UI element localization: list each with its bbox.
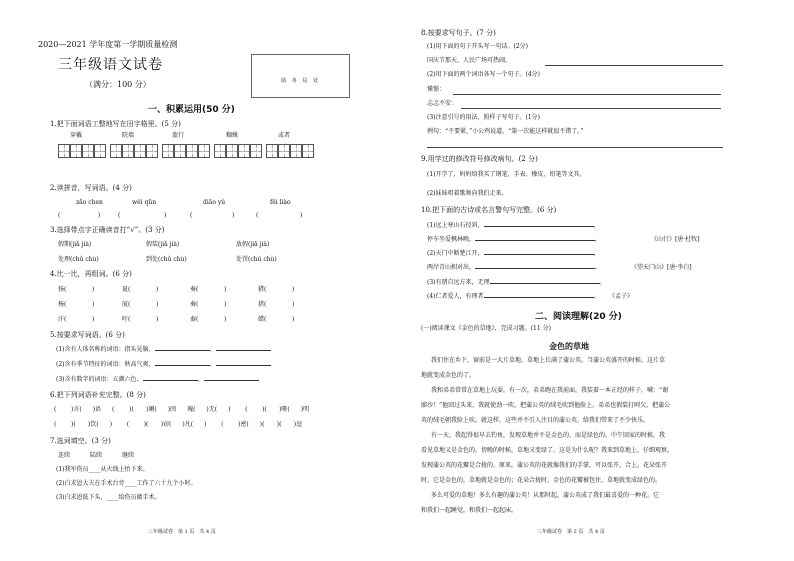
tianzige-box[interactable] — [162, 144, 174, 158]
q4-close-paren[interactable]: ) — [224, 316, 227, 323]
q1-word-4: 蜘蛛 — [226, 132, 239, 139]
tianzige-box[interactable] — [110, 144, 122, 158]
q5-blank-1a[interactable] — [155, 350, 210, 351]
reading-line: 地就变成金色的了。 — [421, 372, 476, 379]
q3-r2-3[interactable]: 处罚(chǔ chù) — [236, 256, 277, 263]
q6-token: ( — [112, 406, 115, 413]
reading-line: 我和弟弟常常在草地上玩耍。有一次，弟弟跑在我前面，我装着一本正经的样子，喊：“谢 — [431, 387, 669, 394]
q3-r1-1[interactable]: 假期(jiǎ jià) — [58, 241, 92, 248]
tianzige-box[interactable] — [226, 144, 238, 158]
q8-s1-answer-line[interactable] — [545, 65, 723, 66]
q6-token: ( — [54, 421, 57, 428]
q4-close-paren[interactable]: ) — [292, 301, 295, 308]
q8-s1: (1)用下面的句子开头写一句话。(2分) — [427, 43, 528, 50]
q10-source-3: 《孟子》 — [609, 293, 634, 300]
q4-char: 扬( — [58, 286, 67, 293]
reading-line: 看见草地又是金色的。傍晚的时候，草地又变绿了。这是为什么呢？我来到草地上，仔细观察， — [421, 447, 674, 454]
q10-source-1: 《山行》[唐·杜牧] — [651, 236, 700, 243]
q6-token: )明 — [300, 406, 310, 413]
q2-paren-7: ( — [256, 212, 259, 219]
q6-text: 6.把下列词语补充完整。(8 分) — [50, 391, 146, 399]
q10-item-5-text: (3)有朋自远方来，无理 — [427, 279, 490, 286]
q4-close-paren[interactable]: ) — [224, 286, 227, 293]
tianzige-box[interactable] — [302, 144, 314, 158]
tianzige-box[interactable] — [146, 144, 158, 158]
q1-word-5: 或者 — [278, 132, 291, 139]
q5-item-1-text: (1)含有人体名称的词语：指头晃脑、 — [56, 346, 155, 353]
q6-token: )闰 — [167, 406, 177, 413]
q4-char: 厦( — [122, 301, 131, 308]
q5-item-1: (1)含有人体名称的词语：指头晃脑、 、 — [56, 346, 271, 354]
q6-token: )逗 — [293, 421, 303, 428]
q10-item-2-text: 停车坐爱枫林晚， — [427, 236, 476, 243]
q5-item-3: (3)含有数字的词语：五颜六色、 、 — [56, 376, 259, 384]
q4-close-paren[interactable]: ) — [292, 316, 295, 323]
reading-line: 多么可爱的草地！多么有趣的蒲公英！从那时起，蒲公英成了我们最喜爱的一种花。它 — [431, 492, 660, 499]
q4-char: 夏( — [122, 286, 131, 293]
q10-blank-3[interactable] — [484, 254, 594, 255]
q10-item-6-text: (4)仁者爱人，有理者 — [427, 293, 484, 300]
q4-char: 汗( — [58, 316, 67, 323]
q4-close-paren[interactable]: ) — [224, 301, 227, 308]
q2-text: 2.读拼音，写词语。(4 分) — [50, 184, 132, 192]
tianzige-box[interactable] — [174, 144, 186, 158]
reading-title: 金色的草地 — [549, 341, 589, 351]
q4-char: 吁( — [122, 316, 131, 323]
q3-r2-1[interactable]: 处理(chǔ chù) — [58, 256, 99, 263]
q4-char: 措( — [258, 301, 267, 308]
q6-token: )阑( — [146, 406, 157, 413]
q4-char: 猎( — [258, 286, 267, 293]
q9-item-1[interactable]: (1)开学了，妈妈给我买了钢笔、手表、橡皮、铅笔等文具。 — [427, 171, 586, 178]
q6-token: 瑰( — [187, 406, 196, 413]
q6-row-2 — [54, 421, 313, 429]
tianzige-box[interactable] — [198, 144, 210, 158]
q6-token: )( — [259, 421, 265, 428]
tianzige-box[interactable] — [278, 144, 290, 158]
right-footer: 三年级试卷 第 2 页 共 4 页 — [537, 529, 605, 535]
q6-token: )( — [143, 421, 149, 428]
q7-item-2: (2)白求恩大夫在手术台旁____工作了六十九个小时。 — [56, 480, 197, 487]
reading-line: 我们住在乡下，窗前是一大片草地。草地上长满了蒲公英。当蒲公英盛开的时候，这片草 — [431, 357, 666, 364]
q8-s3: (3)注意引号的用法，照样子写句子。(1分) — [427, 114, 540, 121]
q8-s2-answer-line-2[interactable] — [461, 108, 721, 109]
q4-close-paren[interactable]: ) — [156, 316, 159, 323]
q6-token: )饮( — [88, 421, 99, 428]
q9-item-2[interactable]: (2)妹妹唱着歌舞向我们走来。 — [427, 190, 508, 197]
q10-blank-5[interactable] — [490, 283, 600, 284]
q10-item-1-text: (1)远上寒山石径斜， — [427, 222, 484, 229]
q8-s2-word-1: 懂憬： — [427, 86, 446, 93]
q4-close-paren[interactable]: ) — [92, 301, 95, 308]
section2-title: 二、阅读理解(20 分) — [535, 312, 622, 322]
q5-text: 5.按要求写词语。(6 分) — [50, 331, 125, 339]
q2-paren-1: ( — [58, 212, 61, 219]
q6-token: ( — [54, 406, 57, 413]
q2-paren-2: ) — [98, 212, 101, 219]
exam-title: 三年级语文试卷 — [58, 57, 163, 73]
q4-char: 奏( — [190, 286, 199, 293]
exam-year: 2020—2021 学年度第一学期质量检测 — [38, 40, 178, 49]
reading-line: 发现蒲公英的花瓣是合拢的。原来，蒲公英的花就像我们的手掌，可以张开，合上。花朵张开 — [421, 462, 668, 469]
q2-paren-5: ( — [190, 212, 193, 219]
tianzige-box[interactable] — [290, 144, 302, 158]
tianzige-box[interactable] — [70, 144, 82, 158]
tianzige-box[interactable] — [238, 144, 250, 158]
q1-word-2: 院墙 — [122, 132, 135, 139]
q8-s3-example: 例句：“不要紧，”小公鸡说道，“第一次能这样就很不错了。” — [427, 128, 584, 135]
q10-item-3-text: (2)天门中断楚江开， — [427, 250, 484, 257]
q4-close-paren[interactable]: ) — [92, 286, 95, 293]
q5-blank-3a[interactable] — [143, 380, 198, 381]
q2-paren-8: ) — [300, 212, 303, 219]
q4-char: 秦( — [190, 316, 199, 323]
tianzige-box[interactable] — [58, 144, 70, 158]
tianzige-box[interactable] — [214, 144, 226, 158]
score-box-label: 励 务 局 处 — [281, 78, 320, 84]
q4-char: 蜡( — [258, 316, 267, 323]
q6-token: )( — [276, 421, 282, 428]
q1-text: 1.把下面词语工整地写在田字格里。(5 分) — [50, 120, 181, 128]
q6-token: )( — [129, 406, 134, 413]
q6-token: )凡( — [182, 421, 194, 428]
q5-blank-2a[interactable] — [155, 365, 210, 366]
q3-text: 3.选择带点字正确读音打“√”。(3 分) — [50, 226, 165, 234]
q3-r1-3[interactable]: 放假(jiǎ jià) — [236, 241, 270, 248]
q5-item-2: (2)含有季节特征的词语：秋高气爽、 、 — [56, 361, 271, 369]
q6-token: ( — [245, 406, 248, 413]
q7-item-3: (3)白求恩低下头，____给伤员做手术。 — [56, 494, 161, 501]
q7-option-2: 陆续 — [90, 452, 103, 459]
q5-blank-1b[interactable] — [216, 350, 271, 351]
q7-option-1: 连续 — [58, 452, 71, 459]
q8-s3-answer-line[interactable] — [427, 147, 723, 148]
q10-text: 10.把下面的古诗或名言警句写完整。(6 分) — [421, 206, 557, 214]
q10-blank-4[interactable] — [475, 268, 595, 269]
reading-line: 和我们一起睡觉，和我们一起起床。 — [421, 507, 518, 514]
q4-char: 奏( — [190, 301, 199, 308]
q9-text: 9.用学过的修改符号修改病句。(2 分) — [421, 155, 538, 163]
q10-item-1: (1)远上寒山石径斜， ， — [427, 222, 600, 229]
q1-word-3: 旅行 — [172, 132, 185, 139]
q8-s2-answer-line-1[interactable] — [453, 94, 721, 95]
q8-s1-line: 国庆节那天，人民广场可热闹， — [427, 57, 512, 64]
left-footer: 三年级试卷 第 1 页 共 4 页 — [148, 529, 216, 535]
q7-text: 7.选词填空。(3 分) — [50, 437, 111, 445]
q6-row-1 — [54, 406, 320, 414]
q10-blank-1[interactable] — [484, 226, 594, 227]
q6-token: )密( — [238, 421, 249, 428]
tianzige-box[interactable] — [134, 144, 146, 158]
tianzige-box[interactable] — [250, 144, 262, 158]
q6-token: )无( — [206, 406, 218, 413]
q8-text: 8.按要求写句子。(7 分) — [421, 29, 496, 37]
q5-item-3-text: (3)含有数字的词语：五颜六色、 — [56, 376, 143, 383]
q10-item-3: (2)天门中断楚江开， ， — [427, 250, 600, 257]
q6-token: )窃( — [160, 421, 172, 428]
q3-r2-2[interactable]: 到处(chǔ chù) — [146, 256, 187, 263]
q6-token: )( — [262, 406, 267, 413]
q6-token: )语 — [92, 406, 102, 413]
reading-line: 廖沙！”他回过头来，我就使劲一吹，把蒲公英的绒毛吹到他脸上。弟弟也假装打呵欠，把蒲公 — [421, 402, 671, 409]
q2-paren-6: ) — [232, 212, 235, 219]
score-total: （满分：100 分） — [85, 80, 151, 89]
q4-text: 4.比一比，再组词。(6 分) — [50, 270, 132, 278]
section1-title: 一、积累运用(50 分) — [148, 105, 235, 115]
q5-item-2-text: (2)含有季节特征的词语：秋高气爽、 — [56, 361, 155, 368]
q4-close-paren[interactable]: ) — [156, 286, 159, 293]
q6-token: ) — [109, 421, 113, 428]
q5-blank-2b[interactable] — [216, 365, 271, 366]
q2-pinyin-4: fěi liào — [270, 199, 291, 206]
q4-close-paren[interactable]: ) — [156, 301, 159, 308]
tianzige-box[interactable] — [82, 144, 94, 158]
q10-item-2: 停车坐爱枫林晚， 。 — [427, 236, 602, 243]
q2-paren-4: ) — [164, 212, 167, 219]
reading-line: 有一天，我起得很早去钓鱼，发现草地并不是金色的，而是绿色的。中午回家的时候，我 — [431, 432, 666, 439]
reading-intro: (一)阅读课文《金色的草地》，完成习题。(11 分) — [421, 325, 551, 332]
q6-token: ( — [126, 421, 130, 428]
tianzige-box[interactable] — [266, 144, 278, 158]
tianzige-box[interactable] — [122, 144, 134, 158]
q6-token: )哑( — [279, 406, 290, 413]
q2-paren-3: ( — [118, 212, 121, 219]
q3-r1-2[interactable]: 假装(jiǎ jià) — [146, 241, 180, 248]
q8-s2: (2)用下面的两个词语各写一个句子。(4分) — [427, 71, 540, 78]
reading-line: 英的绒毛朝我脸上吹。就这样，这些并不引人注目的蒲公英，给我们带来了不少快乐。 — [421, 417, 650, 424]
q6-token: )( — [71, 421, 76, 428]
q10-blank-6[interactable] — [484, 297, 594, 298]
q4-char: 杨( — [58, 301, 67, 308]
q2-pinyin-2: wěi qūn — [132, 199, 157, 206]
q6-token: )言( — [71, 406, 82, 413]
q2-pinyin-1: zǎo chen — [76, 199, 103, 206]
q6-token: ( — [221, 421, 224, 428]
tianzige-box[interactable] — [94, 144, 106, 158]
tianzige-box[interactable] — [186, 144, 198, 158]
q6-token: ) — [204, 421, 207, 428]
score-box — [251, 54, 350, 98]
q10-item-4: 两岸青山相对出， 。 — [427, 264, 602, 271]
q7-option-3: 继续 — [122, 452, 135, 459]
q1-word-1: 穿戴 — [70, 132, 83, 139]
q8-s2-word-2: 忐忑不安： — [427, 100, 458, 107]
q4-close-paren[interactable]: ) — [292, 286, 295, 293]
right-page — [397, 0, 794, 561]
q5-blank-3b[interactable] — [204, 380, 259, 381]
q10-item-5: (3)有朋自远方来，无理 。 — [427, 279, 606, 286]
q10-blank-2[interactable] — [475, 240, 595, 241]
q10-item-6: (4)仁者爱人，有理者 。 — [427, 293, 600, 300]
reading-line: 时，它是金色的，草地就是金色的；花朵合拢时，金色的花瓣被包住，草地就变成绿色的。 — [421, 477, 662, 484]
q7-item-1: (1)我军伤员____从火线上抬下来。 — [56, 466, 149, 473]
q6-token: ) — [228, 406, 231, 413]
q2-pinyin-3: diāo yǔ — [203, 199, 226, 206]
q10-item-4-text: 两岸青山相对出， — [427, 264, 476, 271]
q4-close-paren[interactable]: ) — [92, 316, 95, 323]
q10-source-2: 《望天门山》[唐·李白] — [631, 264, 692, 271]
